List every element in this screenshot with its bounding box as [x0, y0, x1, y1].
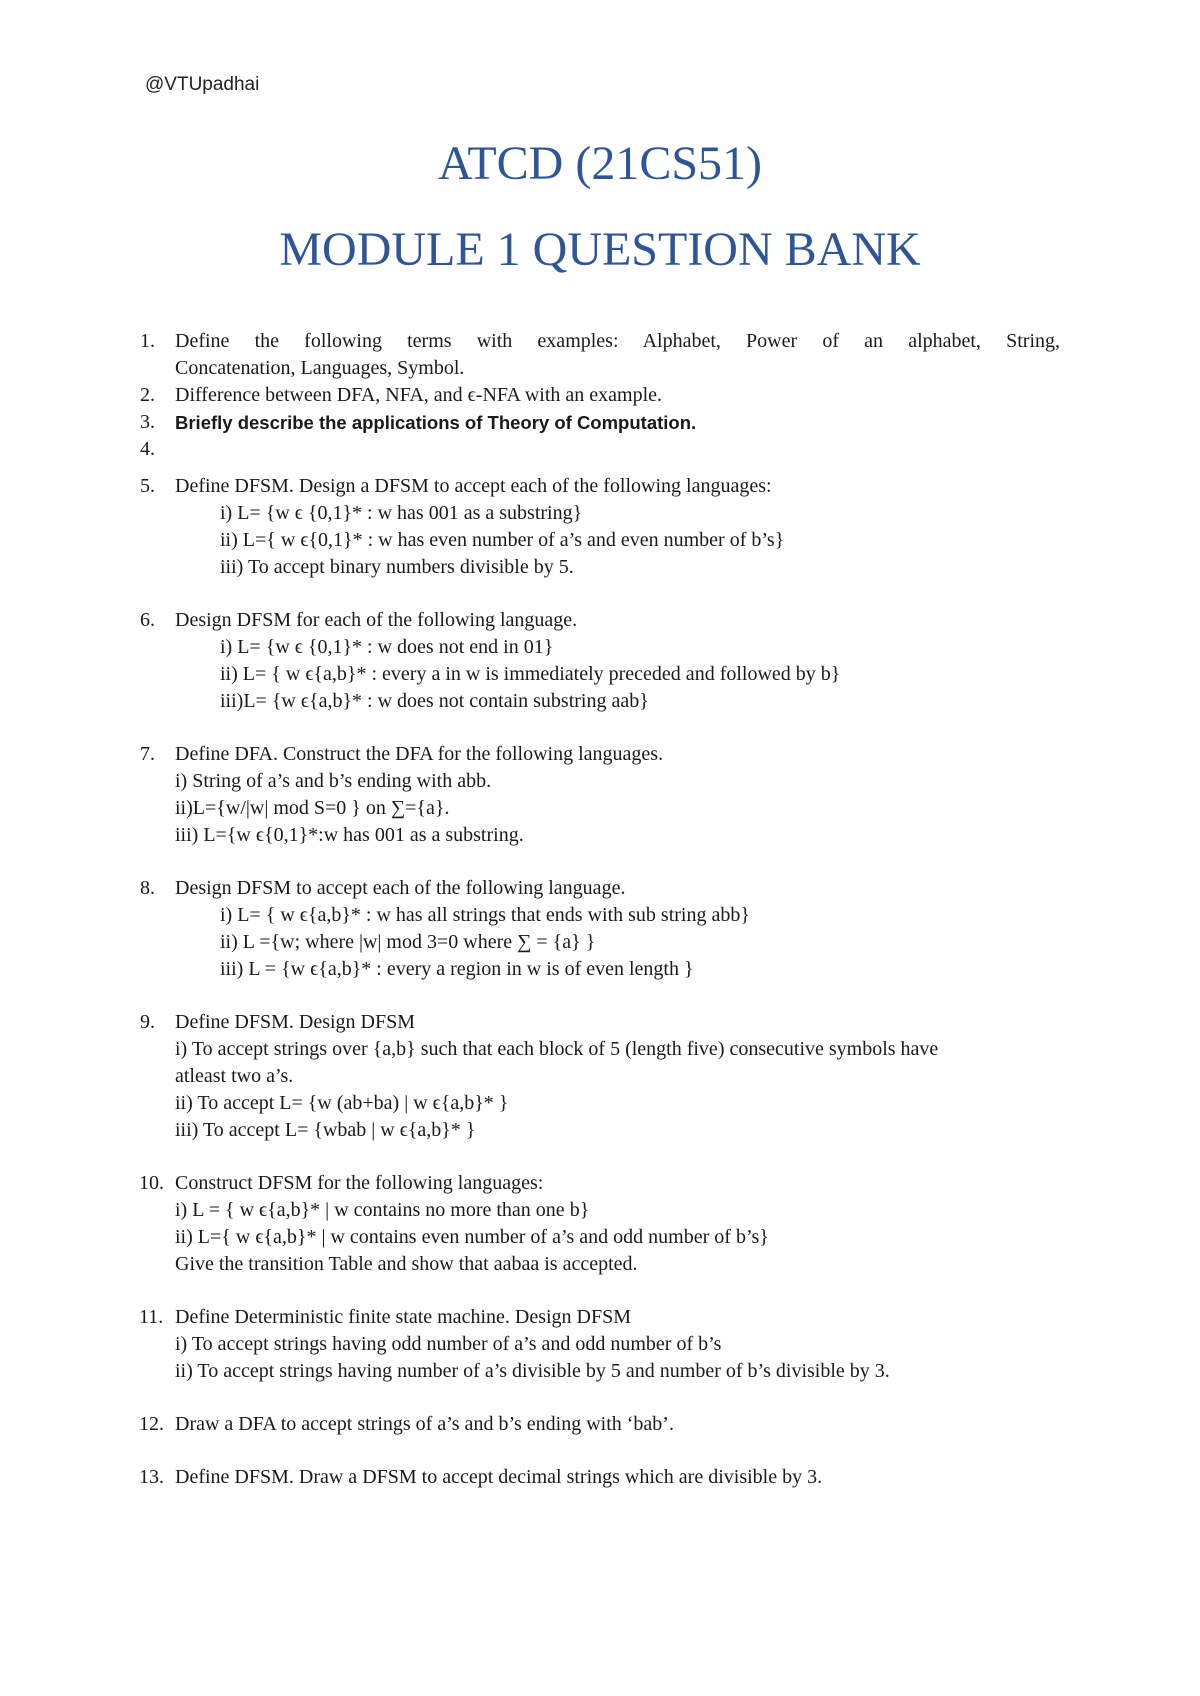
question-9 — [140, 1009, 1060, 1144]
question-text: Difference between DFA, NFA, and ϵ-NFA with an example. — [175, 384, 663, 406]
question-text: Define DFA. Construct the DFA for the following languages. — [175, 743, 664, 765]
question-subpart: ii) To accept L= {w (ab+ba) | w ϵ{a,b}* } — [175, 1092, 509, 1114]
question-number: 5. — [140, 475, 155, 497]
question-text: Define DFSM. Design a DFSM to accept each of the following languages: — [175, 475, 772, 497]
question-subpart: iii) To accept binary numbers divisible by 5. — [220, 556, 574, 578]
question-text: Define DFSM. Draw a DFSM to accept decimal strings which are divisible by 3. — [175, 1466, 823, 1488]
question-subpart: ii) L={ w ϵ{a,b}* | w contains even number of a’s and odd number of b’s} — [175, 1226, 769, 1248]
question-text: Design DFSM to accept each of the following language. — [175, 877, 626, 899]
question-text — [175, 436, 1060, 463]
question-subpart: i) L= {w ϵ {0,1}* : w does not end in 01} — [220, 636, 554, 658]
question-4 — [140, 436, 1060, 463]
module-title: MODULE 1 QUESTION BANK — [279, 223, 921, 276]
question-subpart: iii) L={w ϵ{0,1}*:w has 001 as a substring. — [175, 824, 524, 846]
question-10 — [140, 1170, 1060, 1278]
question-subpart: i) L = { w ϵ{a,b}* | w contains no more than one b} — [175, 1199, 590, 1221]
question-subpart: Give the transition Table and show that aabaa is accepted. — [175, 1253, 638, 1275]
question-text: Briefly describe the applications of Theory of Computation. — [175, 412, 697, 433]
question-1 — [140, 328, 1060, 382]
question-subpart: ii) L ={w; where |w| mod 3=0 where ∑ = {a} } — [220, 931, 596, 953]
question-3 — [140, 409, 1060, 436]
question-number: 12. — [139, 1413, 164, 1435]
question-text: Define DFSM. Design DFSM — [175, 1011, 416, 1033]
question-subpart: iii)L= {w ϵ{a,b}* : w does not contain substring aab} — [220, 690, 649, 712]
question-subpart: atleast two a’s. — [175, 1065, 294, 1087]
question-7 — [140, 741, 1060, 849]
question-8 — [140, 875, 1060, 983]
question-text: Design DFSM for each of the following language. — [175, 609, 578, 631]
question-number: 7. — [140, 743, 155, 765]
question-12 — [140, 1411, 1060, 1438]
question-text: Define Deterministic finite state machine. Design DFSM — [175, 1306, 632, 1328]
question-subpart: ii)L={w/|w| mod S=0 } on ∑={a}. — [175, 797, 450, 819]
question-6 — [140, 607, 1060, 715]
question-subpart: i) To accept strings having odd number of a’s and odd number of b’s — [175, 1333, 722, 1355]
question-number: 6. — [140, 609, 155, 631]
question-text: Define the following terms with examples: Alphabet, Power of an alphabet, String, — [175, 330, 1060, 352]
question-subpart: i) String of a’s and b’s ending with abb. — [175, 770, 492, 792]
question-number: 8. — [140, 877, 155, 899]
question-text: Construct DFSM for the following languages: — [175, 1172, 544, 1194]
question-subpart: i) L= {w ϵ {0,1}* : w has 001 as a substring} — [220, 502, 583, 524]
question-subpart: ii) L={ w ϵ{0,1}* : w has even number of a’s and even number of b’s} — [220, 529, 785, 551]
question-5 — [140, 473, 1060, 581]
question-subpart: i) L= { w ϵ{a,b}* : w has all strings that ends with sub string abb} — [220, 904, 750, 926]
question-13 — [140, 1464, 1060, 1491]
question-list — [140, 328, 1060, 1491]
question-subpart: i) To accept strings over {a,b} such that each block of 5 (length five) consecutive symbols have — [175, 1038, 939, 1060]
question-text: Draw a DFA to accept strings of a’s and b’s ending with ‘bab’. — [175, 1413, 674, 1435]
question-11 — [140, 1304, 1060, 1385]
question-number: 10. — [139, 1172, 164, 1194]
question-subpart: iii) L = {w ϵ{a,b}* : every a region in w is of even length } — [220, 958, 694, 980]
question-number: 11. — [139, 1306, 164, 1328]
course-title: ATCD (21CS51) — [437, 137, 763, 190]
watermark: @VTUpadhai — [145, 74, 260, 95]
question-number: 9. — [140, 1011, 155, 1033]
question-number: 1. — [140, 330, 155, 352]
question-subpart: iii) To accept L= {wbab | w ϵ{a,b}* } — [175, 1119, 476, 1141]
question-subpart: ii) To accept strings having number of a’s divisible by 5 and number of b’s divisible by 3. — [175, 1360, 890, 1382]
question-2 — [140, 382, 1060, 409]
question-number: 3. — [140, 411, 155, 433]
question-text: Concatenation, Languages, Symbol. — [175, 357, 465, 379]
question-number: 4. — [140, 438, 155, 460]
question-number: 13. — [139, 1466, 164, 1488]
question-number: 2. — [140, 384, 155, 406]
question-subpart: ii) L= { w ϵ{a,b}* : every a in w is immediately preceded and followed by b} — [220, 663, 841, 685]
